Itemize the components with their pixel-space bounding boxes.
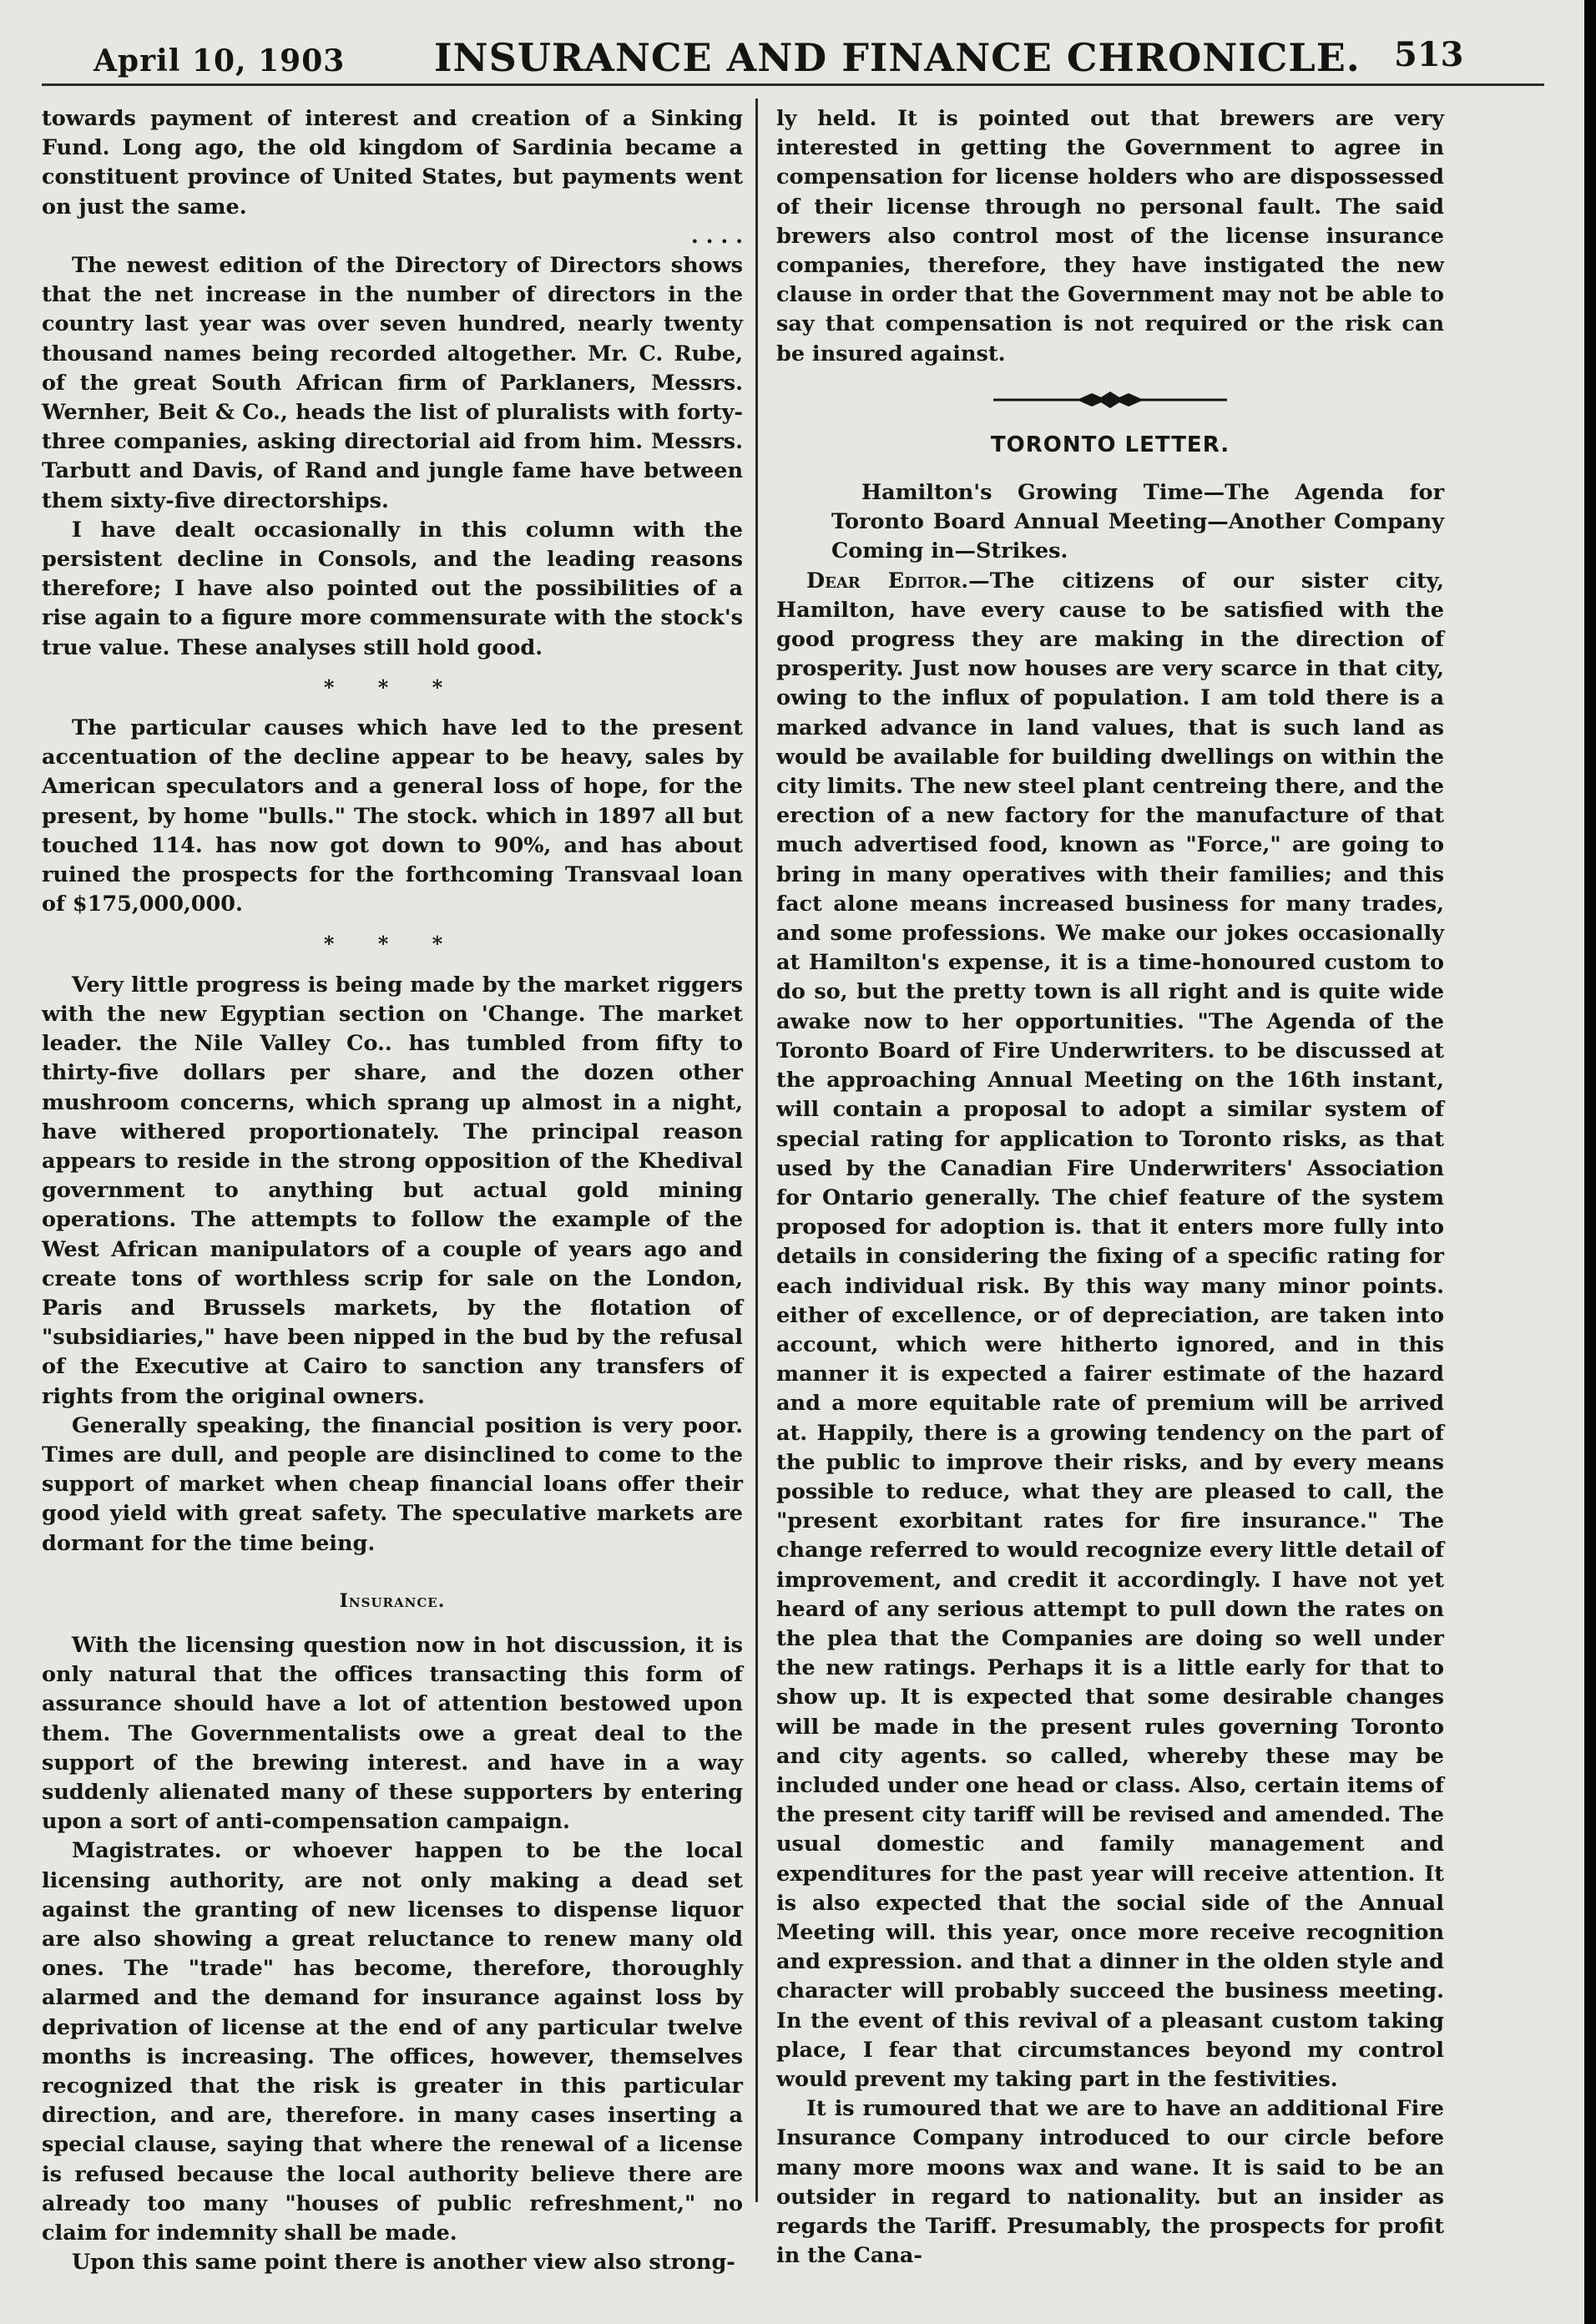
paragraph: towards payment of interest and creation of a Sinking Fund. Long ago, the old kingdom of Sardinia became a constituent province of United States, but payments went on just the same. [42, 106, 743, 220]
left-column [42, 104, 743, 2277]
paragraph: The particular causes which have led to the present accentuation of the decline appear to be heavy, sales by American speculators and a general loss of hope, for the present, by home "bulls." The stock. which in 1897 all but touched 114. has now got down to 90%, and has about ruined the prospects for the forthcoming Transvaal loan of $175,000,000. [42, 715, 743, 917]
paragraph: Very little progress is being made by the market riggers with the new Egyptian section on 'Change. The market leader. the Nile Valley Co.. has tumbled from fifty to thirty-five dollars per share, and the dozen other mushroom concerns, which sprang up almost in a night, have withered proportionately. The principal reason appears to reside in the strong opposition of the Khedival government to anything but actual gold mining operations. The attempts to follow the example of the West African manipulators of a couple of years ago and create tons of worthless scrip for sale on the London, Paris and Brussels markets, by the flotation of "subsidiaries," have been nipped in the bud by the refusal of the Executive at Cairo to sanction any transfers of rights from the original owners. [42, 972, 743, 1409]
letter-title: TORONTO LETTER. [990, 432, 1230, 457]
page-number: 513 [1394, 35, 1464, 74]
header-rule [42, 83, 1544, 86]
masthead [50, 17, 1469, 100]
paragraph: With the licensing question now in hot discussion, it is only natural that the offices transacting this form of assurance should have a lot of attention bestowed upon them. The Governmentalists owe a great deal to the support of the brewing interest. and have in a way suddenly alienated many of these supporters by entering upon a sort of anti-compensation campaign. [42, 1632, 743, 1835]
paragraph: I have dealt occasionally in this column with the persistent decline in Consols, and the leading reasons therefore; I have also pointed out the possibilities of a rise again to a figure more commensurate with the stock's true value. These analyses still hold good. [42, 517, 743, 660]
salutation: Dear Editor.— [806, 568, 990, 594]
paragraph: ly held. It is pointed out that brewers are very interested in getting the Government to agree in compensation for license holders who are dispossessed of their license through no personal fault. The said brewers also control most of the license insurance companies, therefore, they have instigated the new clause in order that the Government may not be able to say that compensation is not required or the risk can be insured against. [776, 106, 1444, 366]
letter-subheading: Hamilton's Growing Time—The Agenda for Toronto Board Annual Meeting—Another Company Coming in—Strikes. [831, 480, 1444, 564]
paragraph: Generally speaking, the financial position is very poor. Times are dull, and people are disinclined to come to the support of market when cheap financial loans offer their good yield with great safety. The speculative markets are dormant for the time being. [42, 1412, 743, 1556]
section-separator: * * * [323, 932, 462, 957]
ornament-divider-icon [993, 387, 1227, 412]
paragraph-text: The citizens of our sister city, Hamilton, have every cause to be satisfied with the good progress they are making in the direction of prosperity. Just now houses are very scarce in that city, owing to the influx of population. I am told there is a marked advance in land values, that is such land as would be available for building dwellings on within the city limits. The new steel plant centreing there, and the erection of a new factory for the manufacture of that much advertised food, known as "Force," are going to bring in many operatives with their families; and this fact alone means increased business for many trades, and some professions. We make our jokes occasionally at Hamilton's expense, it is a time-honoured custom to do so, but the pretty town is all right and is quite wide awake now to her opportunities. "The Agenda of the Toronto Board of Fire Underwriters. to be discussed at the approaching Annual Meeting on the 16th instant, will contain a proposal to adopt a similar system of special rating for application to Toronto risks, as that used by the Canadian Fire Underwriters' Association for Ontario generally. The chief feature of the system proposed for adoption is. that it enters more fully into details in considering the fixing of a specific rating for each individual risk. By this way many minor points. either of excellence, or of depreciation, are taken into account, which were hitherto ignored, and in this manner it is expected a fairer estimate of the hazard and a more equitable rate of premium will be arrived at. Happily, there is a growing tendency on the part of the public to improve their risks, and by every means possible to reduce, what they are pleased to call, the "present exorbitant rates for fire insurance." The change referred to would recognize every little detail of improvement, and credit it accordingly. I have not yet heard of any serious attempt to pull down the rates on the plea that the Companies are doing so well under the new ratings. Perhaps it is a little early for that to show up. It is expected that some desirable changes will be made in the present rules governing Toronto and city agents. so called, whereby these may be included under one head or class. Also, certain items of the present city tariff will be revised and amended. The usual domestic and family management and expenditures for the past year will receive attention. It is also expected that the social side of the Annual Meeting will. this year, once more receive recognition and expression. and that a dinner in the olden style and character will probably succeed the business meeting. In the event of this revival of a pleasant custom taking place, I fear that circumstances beyond my control would prevent my taking part in the festivities. [776, 568, 1444, 2092]
paragraph: Upon this same point there is another view also strong- [72, 2250, 735, 2276]
section-separator: * * * [323, 674, 462, 700]
paragraph [776, 567, 1444, 2095]
paragraph: The newest edition of the Directory of Directors shows that the net increase in the number of directors in the country last year was over seven hundred, nearly twenty thousand names being recorded altogether. Mr. C. Rube, of the great South African firm of Parklaners, Messrs. Wernher, Beit & Co., heads the list of pluralists with forty-three companies, asking directorial aid from him. Messrs. Tarbutt and Davis, of Rand and jungle fame have between them sixty-five directorships. [42, 253, 743, 513]
paragraph: Magistrates. or whoever happen to be the local licensing authority, are not only making a dead set against the granting of new licenses to dispense liquor are also showing a great reluctance to renew many old ones. The "trade" has become, therefore, thoroughly alarmed and the demand for insurance against loss by deprivation of license at the end of any particular twelve months is increasing. The offices, however, themselves recognized that the risk is greater in this particular direction, and are, therefore. in many cases inserting a special clause, saying that where the renewal of a license is refused because the local authority believe there are already too many "houses of public refreshment," no claim for indemnity shall be made. [42, 1838, 743, 2246]
column-divider [755, 99, 758, 2202]
section-heading: Insurance. [339, 1589, 446, 1612]
dot-leader: . . . . [690, 223, 743, 249]
paragraph: It is rumoured that we are to have an additional Fire Insurance Company introduced to our circle before many more moons wax and wane. It is said to be an outsider in regard to nationality. but an insider as regards the Tariff. Presumably, the prospects for profit in the Cana- [776, 2096, 1444, 2269]
scan-edge [1584, 0, 1596, 2324]
issue-date: April 10, 1903 [93, 43, 346, 78]
publication-title: INSURANCE AND FINANCE CHRONICLE. [434, 35, 1361, 80]
right-column [776, 104, 1444, 2271]
